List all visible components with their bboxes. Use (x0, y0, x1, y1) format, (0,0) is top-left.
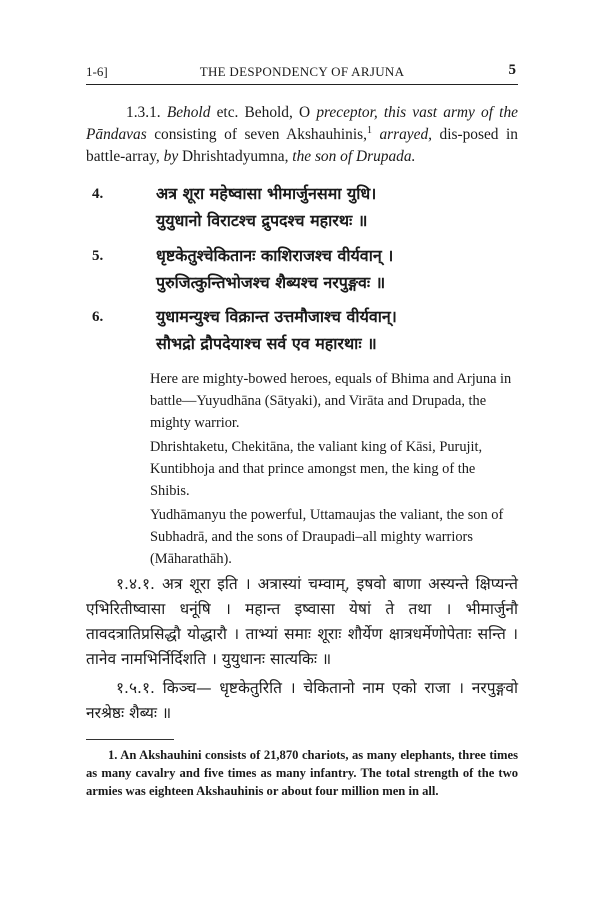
page-number: 5 (508, 62, 516, 78)
chapter-title: THE DESPONDENCY OF ARJUNA (199, 64, 405, 79)
verse-line: अत्र शूरा महेष्वासा भीमार्जुनसमा युधि। (156, 184, 377, 203)
section-range: 1-6] (86, 64, 108, 79)
verse-line: युयुधानो विराटश्च द्रुपदश्च महारथः ॥ (156, 211, 368, 230)
intro-text: Dhrishtadyumna, (178, 148, 293, 165)
translation-paragraph: Dhrishtaketu, Chekitāna, the valiant king of Kāsi, Purujit, Kuntibhoja and that prince amongst men, the king of the Shibis. (150, 439, 483, 499)
intro-text: etc. Behold, O (210, 104, 317, 121)
commentary-number: 1.3.1. (126, 104, 161, 121)
verse-line: सौभद्रो द्रौपदेयाश्च सर्व एव महारथाः ॥ (156, 334, 377, 353)
verse-number: 4. (92, 186, 104, 202)
sanskrit-commentary: १.५.१. किञ्च— धृष्टकेतुरिति । चेकितानो नाम एको राजा । नरपुङ्गवो नरश्रेष्ठः शैब्यः ॥ (86, 679, 518, 722)
verse-line: युधामन्युश्च विक्रान्त उत्तमौजाश्च वीर्यवान्। (156, 307, 397, 326)
intro-paragraph (86, 102, 518, 168)
running-head (86, 62, 518, 85)
translation-paragraph: Yudhāmanyu the powerful, Uttamaujas the valiant, the son of Subhadrā, and the sons of Draupadi–all mighty warriors (Māharathāh). (150, 507, 504, 567)
verse-number: 5. (92, 248, 104, 264)
intro-text: dis-posed in battle-array, (86, 126, 518, 165)
verse-6 (86, 305, 526, 357)
footnote: 1. An Akshauhini consists of 21,870 chariots, as many elephants, three times as many cavalry and five times as many infantry. The total strength of the two armies was eighteen Akshauhinis or about four million men in all. (86, 748, 518, 798)
verse-4 (86, 182, 526, 234)
intro-italic-behold: Behold (166, 104, 211, 121)
verse-line: धृष्टकेतुश्चेकितानः काशिराजश्च वीर्यवान् । (156, 246, 394, 265)
intro-text: consisting of seven Akshauhinis, (146, 126, 367, 143)
intro-italic-preceptor: preceptor, this vast army of the Pāndavas (86, 104, 518, 143)
intro-italic-arrayed: arrayed, (379, 126, 433, 143)
sanskrit-commentary: १.४.१. अत्र शूरा इति । अत्रास्यां चम्वाम्, इषवो बाणा अस्यन्ते क्षिप्यन्ते एभिरितीष्वासा धनूंषि । महान्त इष्वासा येषां ते तथा । भीमार्जुनौ तावदत्रातिप्रसिद्धौ योद्धारौ । ताभ्यां समाः शूराः शौर्येण क्षात्रधर्मेणोपेताः सन्ति । तानेव नामभिर्निर्दिशति । युयुधानः सात्यकिः ॥ (86, 575, 518, 668)
translation-paragraph: Here are mighty-bowed heroes, equals of Bhima and Arjuna in battle—Yuyudhāna (Sātyaki), and Virāta and Drupada, the mighty warrior. (150, 371, 512, 431)
verse-5 (86, 244, 526, 296)
verse-line: पुरुजित्कुन्तिभोजश्च शैब्यश्च नरपुङ्गवः ॥ (156, 273, 386, 292)
intro-italic-by: by (163, 148, 179, 165)
footnote-marker[interactable]: 1 (366, 124, 372, 136)
intro-italic-son: the son of Drupada. (292, 148, 416, 165)
footnote-rule (86, 739, 174, 740)
verse-number: 6. (92, 309, 104, 325)
